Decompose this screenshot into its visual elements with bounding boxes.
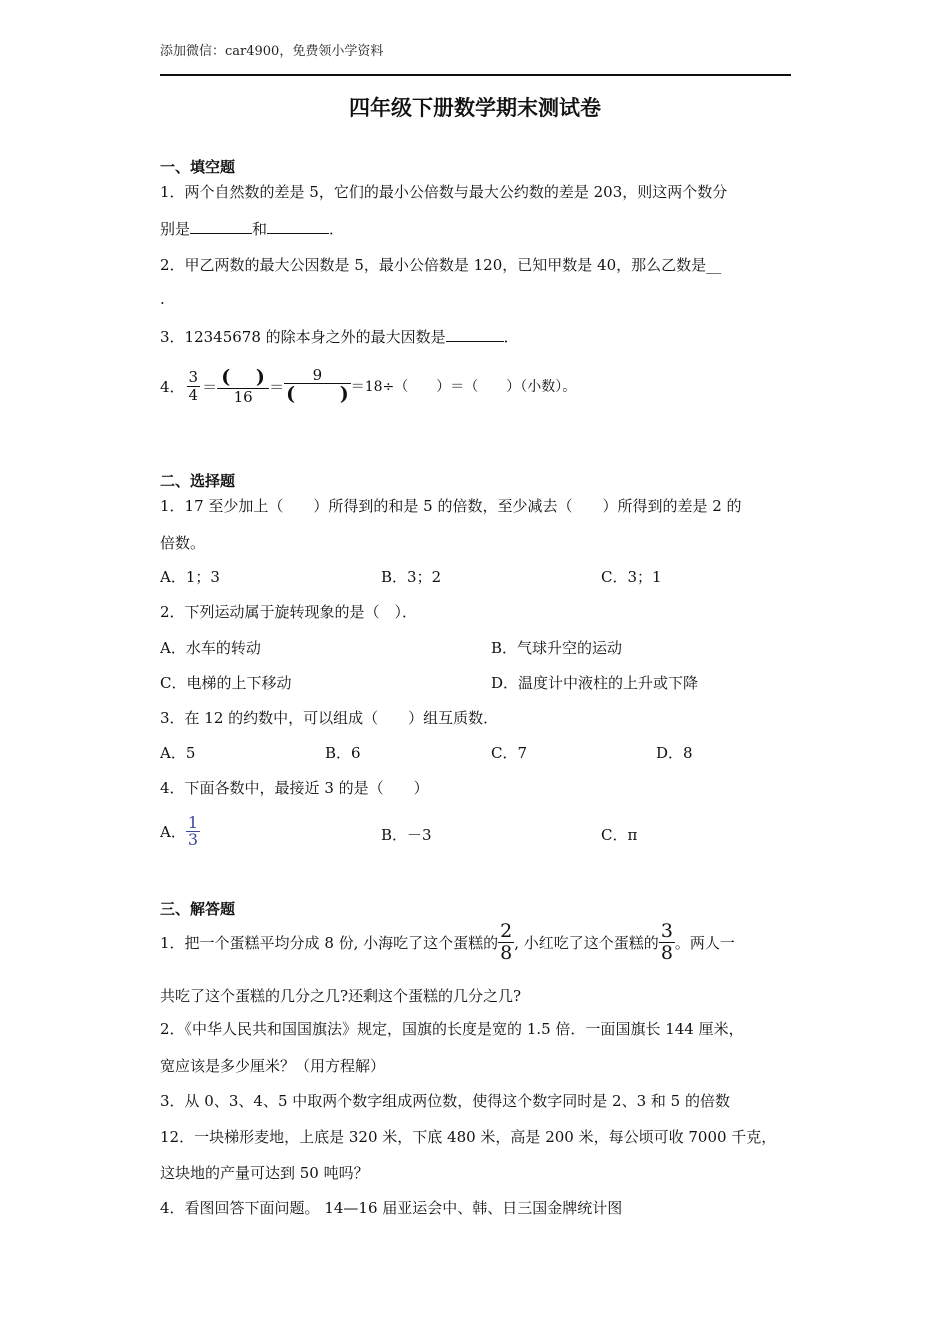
s2-q2-option-c[interactable]: C．电梯的上下移动: [160, 674, 292, 692]
s1-q1-text-a: 别是: [160, 220, 191, 238]
s2-q1-option-b[interactable]: B．3；2: [381, 568, 442, 586]
s3-q12-line1: 12．一块梯形麦地，上底是 320 米，下底 480 米，高是 200 米，每公顷可收 7000 千克，: [160, 1128, 777, 1146]
s1-q4-frac-3-4: [187, 369, 201, 403]
page-title: 四年级下册数学期末测试卷: [349, 95, 601, 120]
s3-q12-line2: 这块地的产量可达到 50 吨吗？: [160, 1164, 369, 1182]
section-heading-multiple-choice: 二、选择题: [160, 472, 236, 490]
s1-q3: [160, 326, 519, 347]
frac-denominator-blank[interactable]: ( ): [286, 383, 349, 406]
s1-q3-blank[interactable]: [446, 326, 504, 342]
frac-numerator: 3: [188, 368, 199, 386]
frac-numerator: 2: [500, 919, 513, 942]
frac-denominator: 16: [233, 387, 253, 406]
s1-q1-text-b: 和: [252, 220, 268, 238]
frac-numerator-blank[interactable]: ( ): [217, 367, 269, 389]
frac-denominator: 8: [500, 941, 513, 964]
s2-q2-option-d[interactable]: D．温度计中液柱的上升或下降: [491, 674, 699, 692]
s3-q1-line1: [160, 918, 735, 966]
s2-q1-line1: 1．17 至少加上（ ）所得到的和是 5 的倍数，至少减去（ ）所得到的差是 2 的: [160, 497, 742, 515]
s1-q2-line1: 2．甲乙两数的最大公因数是 5，最小公倍数是 120，已知甲数是 40，那么乙数是__: [160, 256, 722, 274]
s2-q3-stem: 3．在 12 的约数中，可以组成（ ）组互质数．: [160, 709, 499, 727]
s2-q2-option-b[interactable]: B．气球升空的运动: [491, 639, 623, 657]
s1-q4-eq2: ＝: [269, 377, 285, 396]
frac-numerator: 3: [660, 919, 673, 942]
s1-q1-line2: [160, 218, 344, 239]
header-note: 添加微信：car4900，免费领小学资料: [160, 44, 384, 59]
frac-numerator: 1: [187, 812, 199, 832]
s2-q2-stem: 2．下列运动属于旋转现象的是（ ）．: [160, 603, 418, 621]
s1-q4-prefix: 4．: [160, 377, 185, 396]
s3-q2-line2: 宽应该是多少厘米？（用方程解）: [160, 1057, 386, 1075]
s1-q4-rest: ＝18÷（ ）＝（ ）（小数）。: [350, 379, 577, 395]
frac-denominator: 4: [188, 385, 199, 404]
fraction-one-third-icon: [186, 812, 200, 849]
s3-q1-part2: , 小红吃了这个蛋糕的: [514, 933, 659, 952]
s3-q1-frac-2-8: [498, 921, 514, 964]
s2-q3-option-b[interactable]: B．6: [325, 744, 361, 762]
s3-q1-part3: 。两人一: [674, 933, 735, 952]
s2-q1-option-a[interactable]: A．1；3: [160, 568, 220, 586]
s1-q4-frac-9-blank: [284, 367, 351, 405]
s1-q4-eq1: ＝: [202, 377, 218, 396]
s2-q3-option-c[interactable]: C．7: [491, 744, 528, 762]
s3-q1-line2: 共吃了这个蛋糕的几分之几?还剩这个蛋糕的几分之几?: [160, 987, 522, 1005]
frac-numerator: 9: [284, 367, 351, 385]
s3-q2-line1: 2．《中华人民共和国国旗法》规定，国旗的长度是宽的 1.5 倍．一面国旗长 144 厘米，: [160, 1020, 744, 1038]
s2-q3-option-d[interactable]: D．8: [656, 744, 693, 762]
s2-q1-line2: 倍数。: [160, 534, 206, 552]
s3-q1-part1: 1．把一个蛋糕平均分成 8 份, 小海吃了这个蛋糕的: [160, 933, 499, 952]
header-divider: [160, 74, 791, 76]
s2-q4-option-c[interactable]: C．π: [601, 826, 638, 844]
s1-q3-text: 3．12345678 的除本身之外的最大因数是: [160, 328, 446, 346]
s1-q4-frac-blank-16: [217, 367, 269, 405]
s2-q4-option-a-label: A．: [160, 822, 186, 841]
s2-q4-option-a[interactable]: [160, 808, 200, 854]
s2-q1-option-c[interactable]: C．3；1: [601, 568, 662, 586]
s1-q2-line2: .: [160, 290, 165, 308]
section-heading-solve: 三、解答题: [160, 900, 236, 918]
s1-q1-blank-2[interactable]: [267, 218, 329, 234]
s2-q2-option-a[interactable]: A．水车的转动: [160, 639, 261, 657]
s2-q4-option-b[interactable]: B．－3: [381, 826, 432, 844]
s1-q1-blank-1[interactable]: [190, 218, 252, 234]
s3-q4: 4．看图回答下面问题。 14—16 届亚运会中、韩、日三国金牌统计图: [160, 1199, 623, 1217]
s3-q3: 3．从 0、3、4、5 中取两个数字组成两位数，使得这个数字同时是 2、3 和 5 的倍数: [160, 1092, 730, 1110]
s1-q3-end: ．: [503, 328, 519, 346]
s1-q1-line1: 1．两个自然数的差是 5，它们的最小公倍数与最大公约数的差是 203，则这两个数分: [160, 183, 728, 201]
s2-q3-option-a[interactable]: A．5: [160, 744, 196, 762]
frac-denominator: 3: [187, 829, 199, 849]
s2-q4-stem: 4．下面各数中，最接近 3 的是（ ）: [160, 779, 429, 797]
s3-q1-frac-3-8: [659, 921, 675, 964]
frac-denominator: 8: [660, 941, 673, 964]
s1-q4: [160, 356, 576, 416]
section-heading-fill-blank: 一、填空题: [160, 158, 236, 176]
s1-q1-end: ．: [329, 220, 345, 238]
